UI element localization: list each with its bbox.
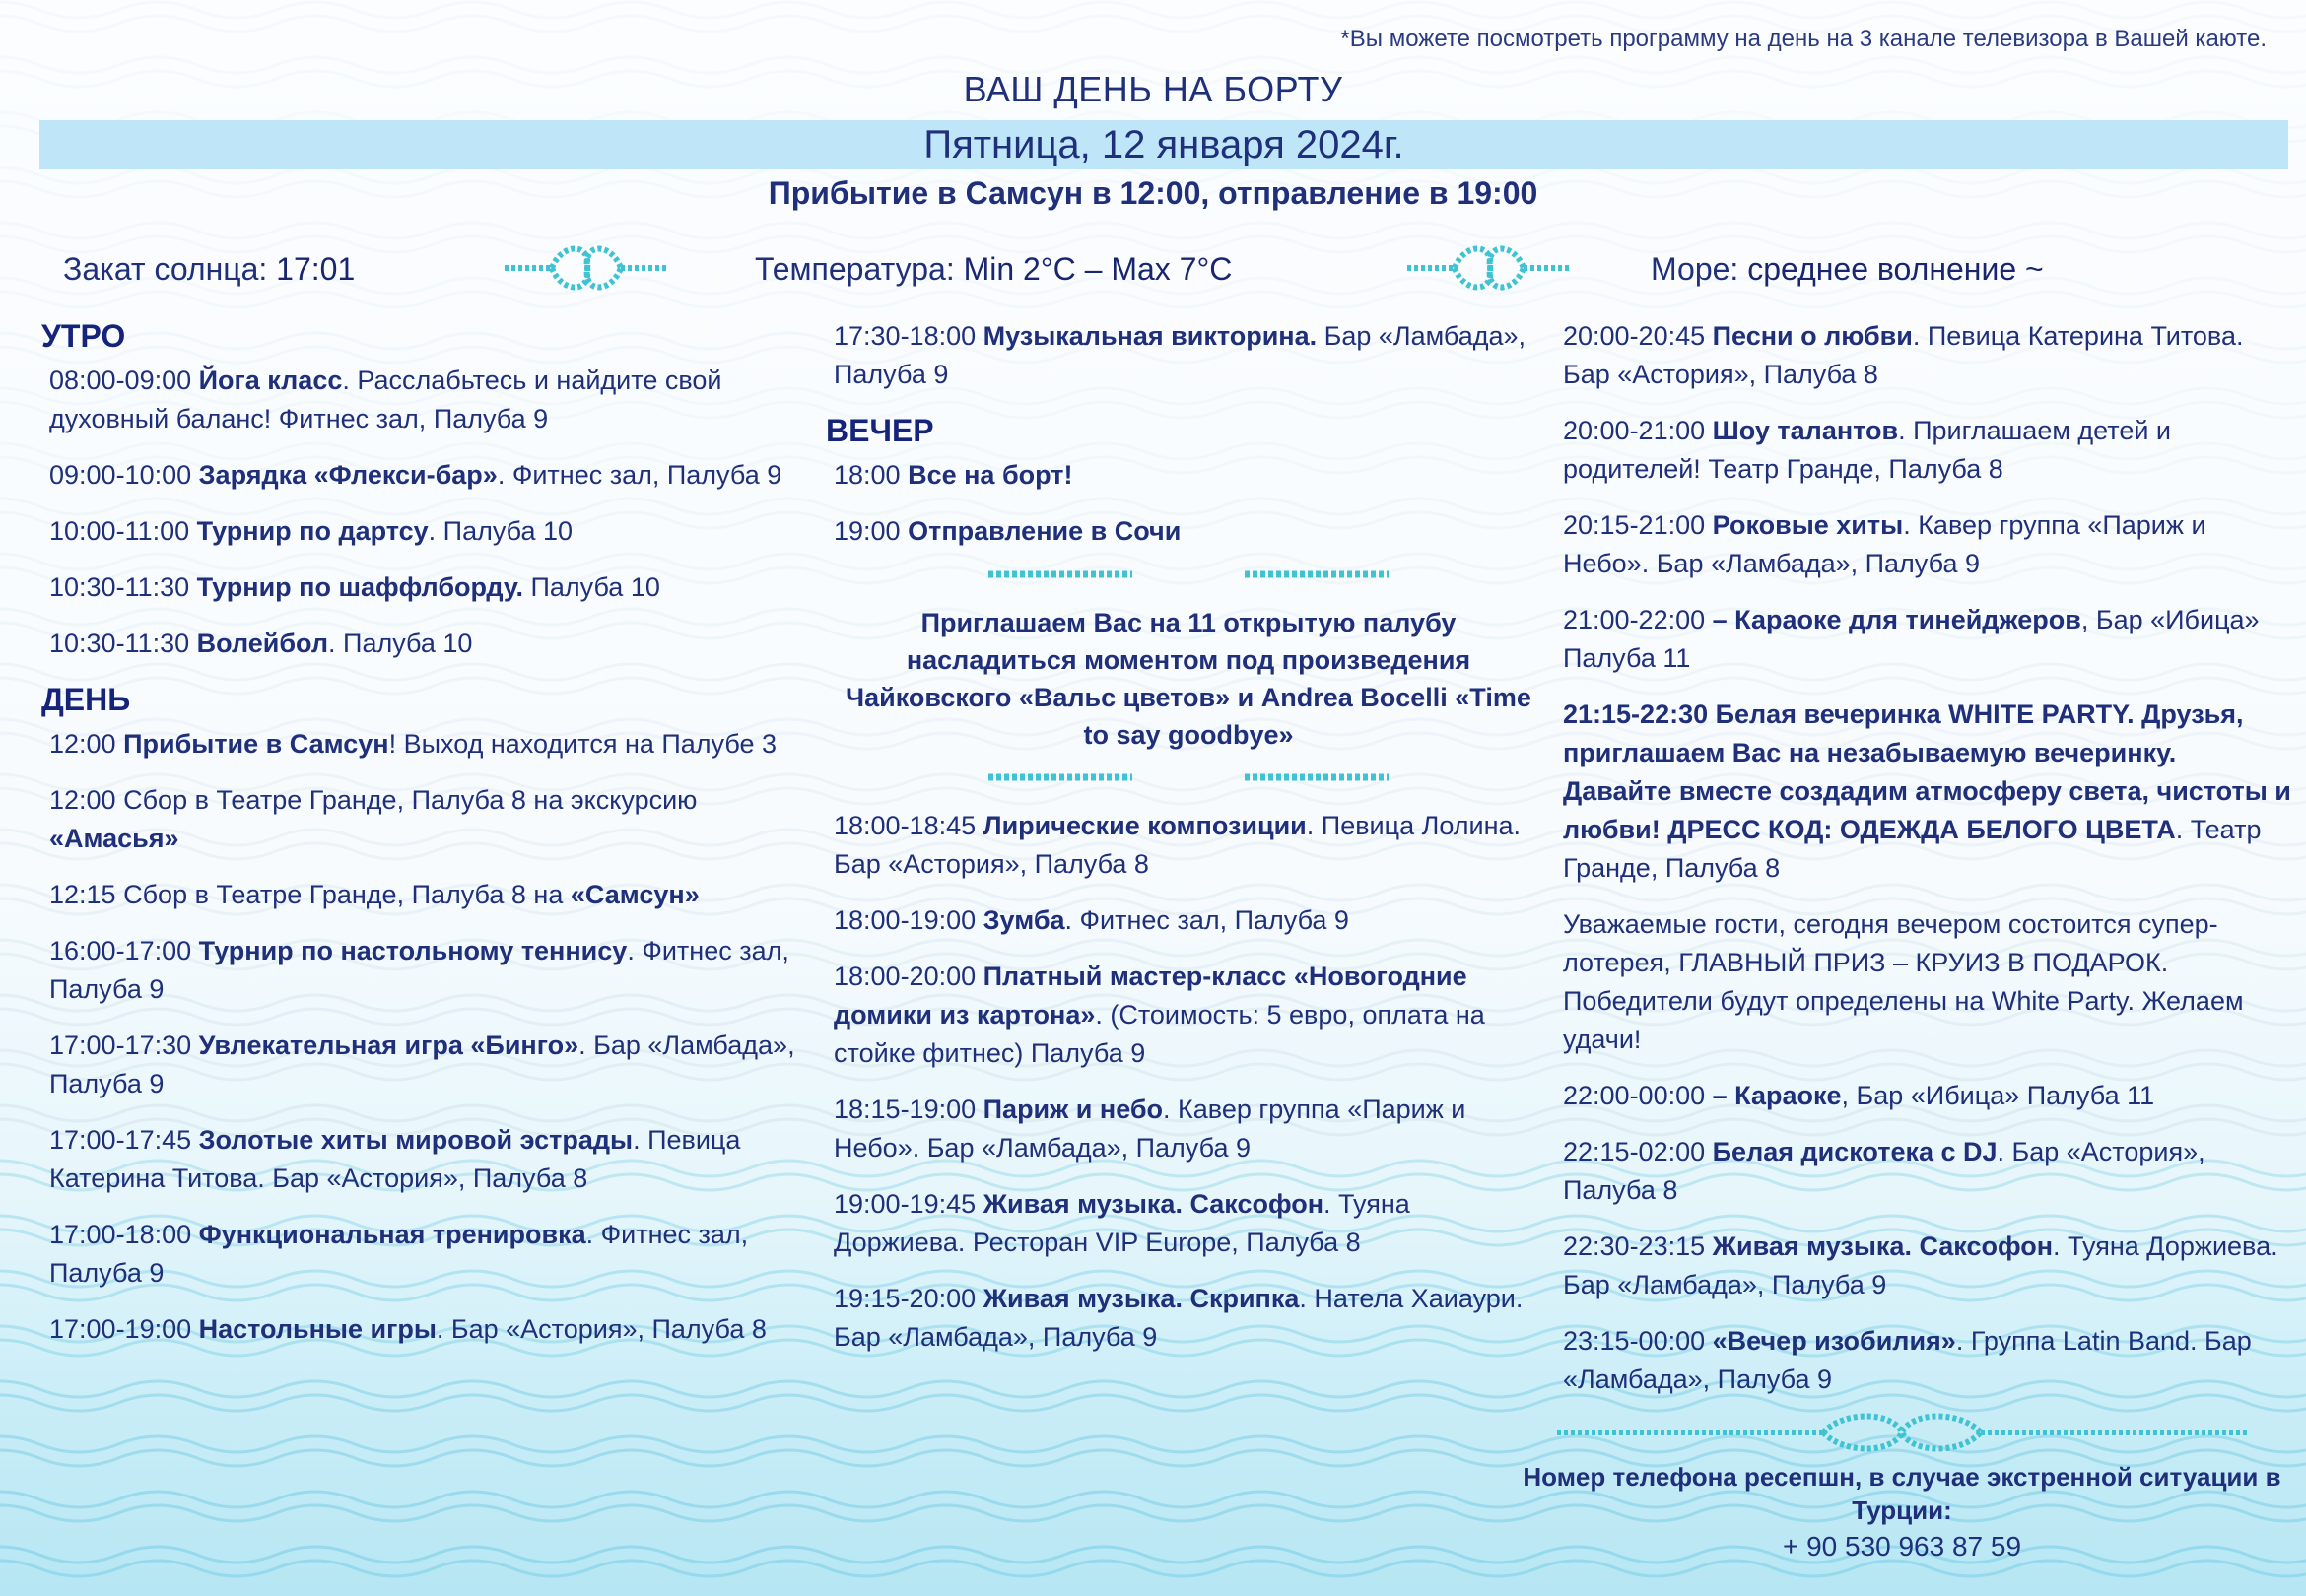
sea-info xyxy=(1651,251,2044,288)
event-title: Золотые хиты мировой эстрады xyxy=(198,1125,634,1155)
event-details: . (Стоимость: 5 евро, оплата на стойке фитнес) Палуба 9 xyxy=(834,1000,1485,1068)
schedule-item xyxy=(1563,1322,2292,1399)
event-details: . Кавер группа «Париж и Небо». Бар «Ламбада», Палуба 9 xyxy=(1563,510,2206,578)
day-list xyxy=(49,725,798,1349)
morning-list xyxy=(49,362,798,663)
sunset-label: Закат солнца: xyxy=(63,251,268,287)
event-time: 16:00-17:00 xyxy=(49,936,192,965)
schedule-item xyxy=(49,362,798,438)
event-details: . Палуба 10 xyxy=(328,629,473,658)
schedule-item xyxy=(49,456,798,495)
event-title: Лирические композиции xyxy=(983,811,1307,840)
night-list-b xyxy=(1563,1077,2292,1399)
rope-divider-icon xyxy=(1243,568,1390,580)
schedule-item xyxy=(49,781,798,858)
schedule-item xyxy=(834,1280,1543,1357)
event-title: Прибытие в Самсун xyxy=(123,729,389,759)
night-list-a xyxy=(1563,317,2292,678)
schedule-item xyxy=(49,625,798,663)
section-heading-evening: ВЕЧЕР xyxy=(826,413,934,448)
event-time: 18:15-19:00 xyxy=(834,1095,977,1124)
event-title: Шоу талантов xyxy=(1712,416,1899,445)
event-time: 19:00 xyxy=(834,516,901,546)
event-details: ! Выход находится на Палубе 3 xyxy=(388,729,778,759)
event-details: . Певица Лолина. Бар «Астория», Палуба 8 xyxy=(834,811,1522,879)
page-title: ВАШ ДЕНЬ НА БОРТУ xyxy=(963,69,1343,109)
event-title: Живая музыка. Саксофон xyxy=(1712,1231,2054,1261)
event-time: 20:15-21:00 xyxy=(1563,510,1706,540)
schedule-item xyxy=(49,1027,798,1103)
event-details: , Бар «Ибица» Палуба 11 xyxy=(1841,1081,2155,1110)
event-details: . Бар «Ламбада», Палуба 9 xyxy=(49,1031,795,1098)
music-invite: Приглашаем Вас на 11 открытую палубу насладиться моментом под произведения Чайковского «Вальс цветов» и Andrea Bocelli «Time to say goodbye» xyxy=(846,608,1531,750)
event-details: . Туяна Доржиева. Ресторан VIP Europe, Палуба 8 xyxy=(834,1189,1410,1257)
event-time: 17:00-17:45 xyxy=(49,1125,192,1155)
event-details: Сбор в Театре Гранде, Палуба 8 на экскурсию xyxy=(123,785,698,815)
event-time: 21:00-22:00 xyxy=(1563,605,1706,634)
event-time: 18:00-19:00 xyxy=(834,905,977,935)
schedule-item xyxy=(49,1216,798,1293)
sunset-value: 17:01 xyxy=(276,251,356,287)
event-title: Роковые хиты xyxy=(1712,510,1904,540)
event-time: 09:00-10:00 xyxy=(49,460,192,490)
schedule-item xyxy=(834,1091,1543,1167)
event-time: 12:00 xyxy=(49,785,116,815)
event-details: . Туяна Доржиева. Бар «Ламбада», Палуба 9 xyxy=(1563,1231,2278,1299)
sunset-info xyxy=(63,251,355,288)
event-time: 17:00-19:00 xyxy=(49,1314,192,1344)
event-time: 20:00-20:45 xyxy=(1563,321,1706,351)
event-title: – Караоке xyxy=(1712,1081,1842,1110)
schedule-item xyxy=(49,876,798,914)
event-time: 19:00-19:45 xyxy=(834,1189,977,1219)
schedule-item xyxy=(1563,1228,2292,1304)
temperature-info xyxy=(755,251,1232,288)
event-details: . Бар «Астория», Палуба 8 xyxy=(1563,1137,2205,1205)
event-time: 12:15 xyxy=(49,880,116,909)
event-title: Волейбол xyxy=(196,629,329,658)
rope-divider xyxy=(834,568,1543,580)
white-party-text: 21:15-22:30 Белая вечеринка WHITE PARTY. Друзья, приглашаем Вас на незабываемую вечеринку. Давайте вместе создадим атмосферу света, чистоты и любви! ДРЕСС КОД: ОДЕЖДА БЕЛОГО ЦВЕТА xyxy=(1563,699,2291,844)
event-title: Турнир по настольному теннису xyxy=(198,936,628,965)
event-title: Отправление в Сочи xyxy=(908,516,1182,546)
event-details: . Фитнес зал, Палуба 9 xyxy=(49,1220,749,1288)
rope-divider-icon xyxy=(986,568,1134,580)
schedule-item xyxy=(834,1185,1543,1262)
date-banner: Пятница, 12 января 2024г. xyxy=(39,120,2288,169)
schedule-item xyxy=(834,512,1543,551)
schedule-item xyxy=(49,1121,798,1198)
rope-divider-icon xyxy=(986,771,1134,783)
schedule-item xyxy=(49,932,798,1009)
schedule-item xyxy=(49,568,798,607)
event-details: , Бар «Ибица» Палуба 11 xyxy=(1563,605,2260,673)
event-details: Бар «Ламбада», Палуба 9 xyxy=(834,321,1526,389)
event-time: 17:00-17:30 xyxy=(49,1031,192,1060)
event-time: 10:00-11:00 xyxy=(49,516,190,546)
event-title: Увлекательная игра «Бинго» xyxy=(198,1031,579,1060)
schedule-item xyxy=(834,317,1543,394)
event-time: 17:00-18:00 xyxy=(49,1220,192,1249)
event-time: 22:30-23:15 xyxy=(1563,1231,1706,1261)
schedule-item xyxy=(1563,1077,2292,1115)
event-details: . Певица Катерина Титова. Бар «Астория», Палуба 8 xyxy=(1563,321,2244,389)
schedule-item xyxy=(1563,1133,2292,1210)
event-details: . Фитнес зал, Палуба 9 xyxy=(49,936,789,1004)
rope-divider-icon xyxy=(1243,771,1390,783)
event-title: Зумба xyxy=(983,905,1065,935)
emergency-contact-label: Номер телефона ресепшн, в случае экстренной ситуации в Турции: xyxy=(1523,1462,2281,1525)
event-details: . Фитнес зал, Палуба 9 xyxy=(1064,905,1349,935)
schedule-item xyxy=(49,725,798,764)
event-details: . Натела Хаиаури. Бар «Ламбада», Палуба 9 xyxy=(834,1284,1524,1352)
event-title: Настольные игры xyxy=(198,1314,437,1344)
white-party-location: . Театр Гранде, Палуба 8 xyxy=(1563,815,2262,883)
event-title: «Вечер изобилия» xyxy=(1712,1326,1956,1356)
event-details: Сбор в Театре Гранде, Палуба 8 на xyxy=(123,880,571,909)
event-details: . Бар «Астория», Палуба 8 xyxy=(436,1314,767,1344)
event-details: . Палуба 10 xyxy=(428,516,574,546)
event-title: Все на борт! xyxy=(908,460,1073,490)
section-heading-day: ДЕНЬ xyxy=(41,682,131,717)
sea-label: Море: xyxy=(1651,251,1739,287)
event-title: Турнир по дартсу xyxy=(196,516,429,546)
event-title: Белая дискотека с DJ xyxy=(1712,1137,1998,1166)
event-details: . Приглашаем детей и родителей! Театр Гранде, Палуба 8 xyxy=(1563,416,2172,484)
column-night xyxy=(1563,317,2292,1417)
event-title: Йога класс xyxy=(198,366,343,395)
schedule-item xyxy=(834,958,1543,1073)
event-time: 12:00 xyxy=(49,729,116,759)
event-title: Зарядка «Флекси-бар» xyxy=(198,460,498,490)
event-time: 22:00-00:00 xyxy=(1563,1081,1706,1110)
tv-channel-note: *Вы можете посмотреть программу на день на 3 канале телевизора в Вашей каюте. xyxy=(1340,26,2267,52)
event-title: Турнир по шаффлборду. xyxy=(196,572,523,602)
event-time: 18:00-18:45 xyxy=(834,811,977,840)
schedule-item xyxy=(1563,412,2292,489)
column-evening xyxy=(826,317,1543,1374)
event-title: – Караоке для тинейджеров xyxy=(1712,605,2081,634)
event-title: Живая музыка. Скрипка xyxy=(983,1284,1300,1313)
temperature-value: Min 2°C – Max 7°C xyxy=(963,251,1233,287)
event-details: Палуба 10 xyxy=(522,572,660,602)
event-title: «Амасья» xyxy=(49,824,179,853)
lottery-notice: Уважаемые гости, сегодня вечером состоится супер-лотерея, ГЛАВНЫЙ ПРИЗ – КРУИЗ В ПОДАРОК. Победители будут определены на White Party. Желаем удачи! xyxy=(1563,909,2244,1054)
event-time: 23:15-00:00 xyxy=(1563,1326,1706,1356)
schedule-item xyxy=(834,456,1543,495)
event-title: Живая музыка. Саксофон xyxy=(983,1189,1324,1219)
emergency-phone[interactable]: + 90 530 963 87 59 xyxy=(1782,1531,2022,1562)
schedule-item xyxy=(49,512,798,551)
event-time: 20:00-21:00 xyxy=(1563,416,1706,445)
event-details: . Кавер группа «Париж и Небо». Бар «Ламбада», Палуба 9 xyxy=(834,1095,1466,1163)
white-party-item xyxy=(1563,696,2292,888)
event-time: 08:00-09:00 xyxy=(49,366,192,395)
event-details: . Певица Катерина Титова. Бар «Астория», Палуба 8 xyxy=(49,1125,741,1193)
event-time: 18:00 xyxy=(834,460,901,490)
schedule-item xyxy=(834,807,1543,884)
event-time: 17:30-18:00 xyxy=(834,321,977,351)
rope-divider xyxy=(834,771,1543,783)
schedule-item xyxy=(1563,601,2292,678)
schedule-item xyxy=(49,1310,798,1349)
section-heading-morning: УТРО xyxy=(41,318,126,354)
schedule-item xyxy=(1563,317,2292,394)
event-time: 10:30-11:30 xyxy=(49,629,190,658)
event-details: . Фитнес зал, Палуба 9 xyxy=(497,460,782,490)
event-title: Музыкальная викторина. xyxy=(983,321,1318,351)
event-title: Платный мастер-класс «Новогодние домики из картона» xyxy=(834,962,1467,1030)
evening-list-b xyxy=(834,807,1543,1357)
rope-knot-icon xyxy=(1557,1411,2247,1454)
event-time: 22:15-02:00 xyxy=(1563,1137,1706,1166)
event-time: 18:00-20:00 xyxy=(834,962,977,991)
event-title: Функциональная тренировка xyxy=(198,1220,586,1249)
event-title: Песни о любви xyxy=(1712,321,1913,351)
rope-knot-icon xyxy=(1407,240,1571,296)
schedule-item xyxy=(1563,506,2292,583)
rope-knot-icon xyxy=(505,240,668,296)
event-title: «Самсун» xyxy=(570,880,700,909)
evening-list-a xyxy=(834,456,1543,551)
event-details: . Группа Latin Band. Бар «Ламбада», Палуба 9 xyxy=(1563,1326,2252,1394)
temperature-label: Температура: xyxy=(755,251,955,287)
sea-value: среднее волнение ~ xyxy=(1747,251,2044,287)
afternoon-list xyxy=(834,317,1543,394)
event-time: 19:15-20:00 xyxy=(834,1284,977,1313)
column-morning-day xyxy=(41,317,798,1366)
event-time: 10:30-11:30 xyxy=(49,572,190,602)
port-schedule: Прибытие в Самсун в 12:00, отправление в 19:00 xyxy=(768,175,1538,211)
event-details: . Расслабьтесь и найдите свой духовный баланс! Фитнес зал, Палуба 9 xyxy=(49,366,722,433)
schedule-item xyxy=(834,901,1543,940)
event-title: Париж и небо xyxy=(983,1095,1164,1124)
